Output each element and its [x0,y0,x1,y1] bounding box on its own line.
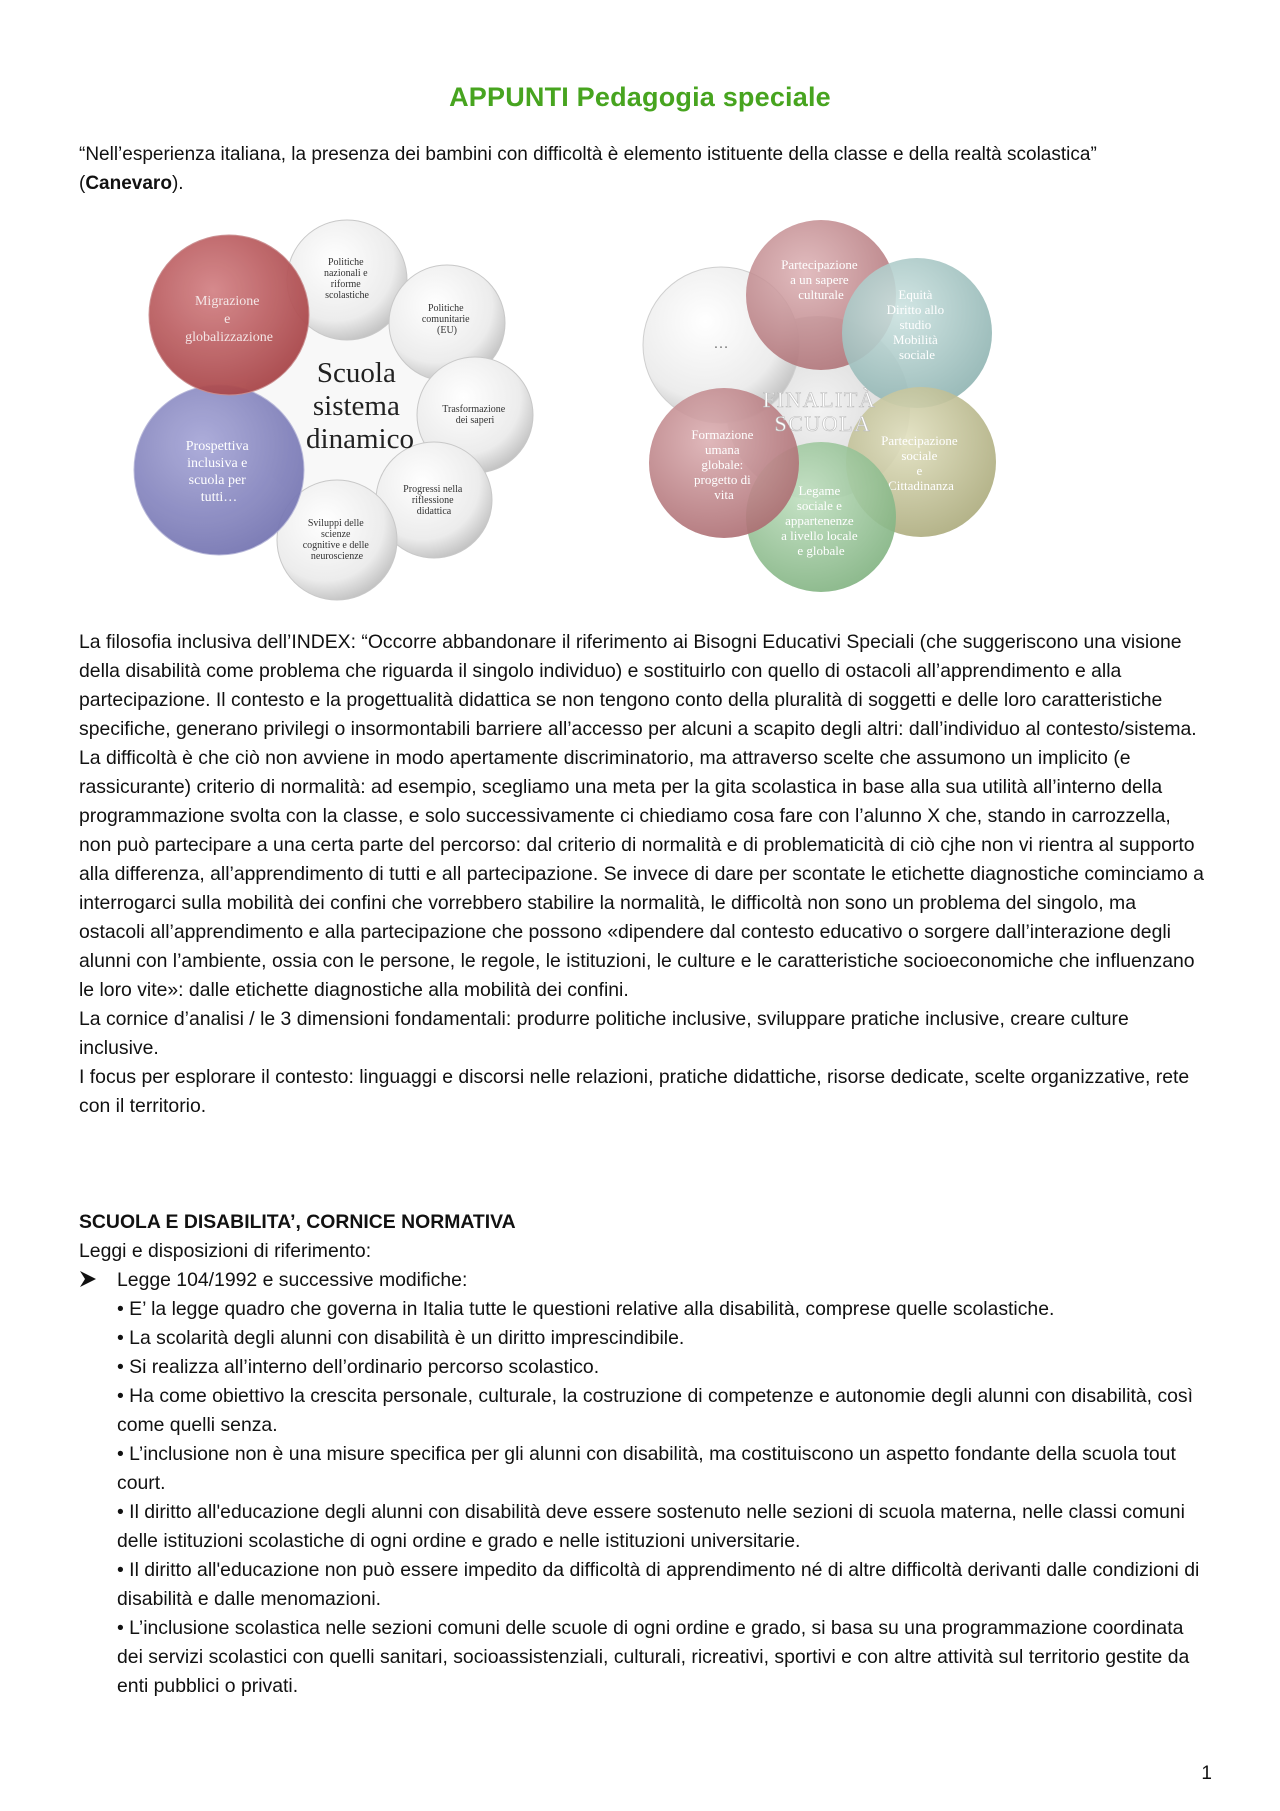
bullet-item: • Si realizza all’interno dell’ordinario percorso scolastico. [117,1356,600,1378]
bullet-item: • Il diritto all'educazione degli alunni con disabilità deve essere sostenuto nelle sezioni di scuola materna, nelle classi comuni delle istituzioni scolastiche di ogni ordine e grado e nelle istituzioni universitarie. [117,1501,1185,1552]
circle-migrazione [149,235,309,395]
paragraph-index: La filosofia inclusiva dell’INDEX: “Occorre abbandonare il riferimento ai Bisogni Educativi Speciali (che suggeriscono una visione della disabilità come problema che riguarda il singolo individuo) e sostituirlo con quello di ostacoli all’apprendimento e alla partecipazione. Il contesto e la progettualità didattica se non tengono conto della pluralità di soggetti e delle loro caratteristiche specifiche, generano privilegi o insormontabili barriere all’accesso per alcuni a scapito degli altri: dall’individuo al contesto/sistema. La difficoltà è che ciò non avviene in modo apertamente discriminatorio, ma attraverso scelte che assumono un implicito (e rassicurante) criterio di normalità: ad esempio, scegliamo una meta per la gita scolastica in base alla sua utilità all’interno della programmazione svolta con la classe, e solo successivamente ci chiediamo cosa fare con l’alunno X che, stando in carrozzella, non può partecipare a una certa parte del percorso: dal criterio di normalità e di problematicità di ciò cjhe non vi rientra al supporto alla differenza, all’apprendimento di tutti e all partecipazione. Se invece di dare per scontate le etichette diagnostiche cominciamo a interrogarci sulla mobilità dei confini che vorrebbero stabilire la normalità, le difficoltà non sono un problema del singolo, ma ostacoli all’apprendimento e alla partecipazione che possono «dipendere dal contesto educativo o sorgere dall’interazione degli alunni con l’ambiente, ossia con le persone, le regole, le istituzioni, le culture e le caratteristiche socioeconomiche che influenzano le loro vite»: dalle etichette diagnostiche alla mobilità dei confini. [79,631,1204,1001]
circle-prospettiva-inclusiva [134,385,304,555]
paragraph-focus: I focus per esplorare il contesto: linguaggi e discorsi nelle relazioni, pratiche didattiche, risorse dedicate, scelte organizzative, rete con il territorio. [79,1066,1190,1117]
svg-text:Sviluppi delle sci: Sviluppi delle scienze cognitive e delle neuroscienze [302,518,369,562]
diagrams-svg [79,215,1201,610]
bullet-item: • La scolarità degli alunni con disabilità è un diritto imprescindibile. [117,1327,685,1349]
svg-text:Partecipazione a u: Partecipazione a un sapere culturale [781,257,858,302]
bullet-item: • Il diritto all'educazione non può essere impedito da difficoltà di apprendimento né di altre difficoltà derivanti dalle condizioni di disabilità e dalle menomazioni. [117,1559,1200,1610]
svg-text:Partecipazione soc: Partecipazione sociale e Cittadinanza [881,433,958,493]
svg-text:FINALITÀ SCUOLA: FINALITÀ SCUOLA [762,387,877,436]
page-title: APPUNTI Pedagogia speciale [449,82,831,112]
circle-equita [842,258,992,408]
svg-text:Trasformazione dei: Trasformazione dei saperi [442,404,506,426]
quote-author: Canevaro [85,173,172,194]
index-paragraphs [79,628,1207,1121]
svg-text:Prospettiva inclus: Prospettiva inclusiva e scuola per tutti… [185,439,249,505]
law-bullets [79,1295,1207,1701]
svg-text:Progressi nella ri: Progressi nella riflessione didattica [403,484,463,517]
diagram2-center-title [763,387,883,436]
svg-text:…: … [713,336,729,352]
svg-text:Migrazione e: Migrazione e globalizzazione [185,294,273,345]
intro-quote [79,140,1199,198]
bullet-item: • E’ la legge quadro che governa in Italia tutte le questioni relative alla disabilità, comprese quelle scolastiche. [117,1298,1055,1320]
figures-row [79,215,1201,610]
svg-text:Scuola sistema: Scuola sistema dinamico [306,357,414,455]
quote-text: “Nell’esperienza italiana, la presenza dei bambini con difficoltà è elemento istituente della classe e della realtà scolastica” ( [79,144,1097,194]
arrow-bullet-icon [79,1266,109,1295]
svg-text:Politiche nazional: Politiche nazionali e riforme scolastiche [323,257,369,301]
law-item [79,1266,1207,1295]
section-normativa [79,1208,1207,1701]
bullet-item: • Ha come obiettivo la crescita personale, culturale, la costruzione di competenze e autonomie degli alunni con disabilità, così come quelli senza. [117,1385,1194,1436]
svg-text:Equità Diritto all: Equità Diritto allo studio Mobilità sociale [886,287,945,362]
svg-text:Formazione umana: Formazione umana globale: progetto di vita [691,427,754,502]
section-heading: SCUOLA E DISABILITA’, CORNICE NORMATIVA [79,1211,516,1233]
paragraph-cornice: La cornice d’analisi / le 3 dimensioni fondamentali: produrre politiche inclusive, sviluppare pratiche inclusive, creare culture inclusive. [79,1008,1129,1059]
svg-text:Legame sociale e: Legame sociale e appartenenze a livello locale e globale [781,483,858,558]
quote-end: ). [171,173,184,194]
diagram1-center-title [306,357,414,455]
section-intro: Leggi e disposizioni di riferimento: [79,1240,372,1262]
diagram-scuola-sistema-dinamico [134,220,533,600]
page-number: 1 [1201,1763,1212,1784]
bullet-item: • L’inclusione non è una misure specifica per gli alunni con disabilità, ma costituiscono un aspetto fondante della scuola tout court. [117,1443,1176,1494]
svg-text:Politiche comunita: Politiche comunitarie (EU) [421,303,470,336]
bullet-item: • L’inclusione scolastica nelle sezioni comuni delle scuole di ogni ordine e grado, si basa su una programmazione coordinata dei servizi scolastici con quelli sanitari, socioassistenziali, culturali, ricreativi, sportivi e con altre attività sul territorio gestite da enti pubblici o privati. [117,1617,1190,1697]
diagram-finalita-scuola [643,220,996,592]
law-title: Legge 104/1992 e successive modifiche: [117,1269,468,1291]
